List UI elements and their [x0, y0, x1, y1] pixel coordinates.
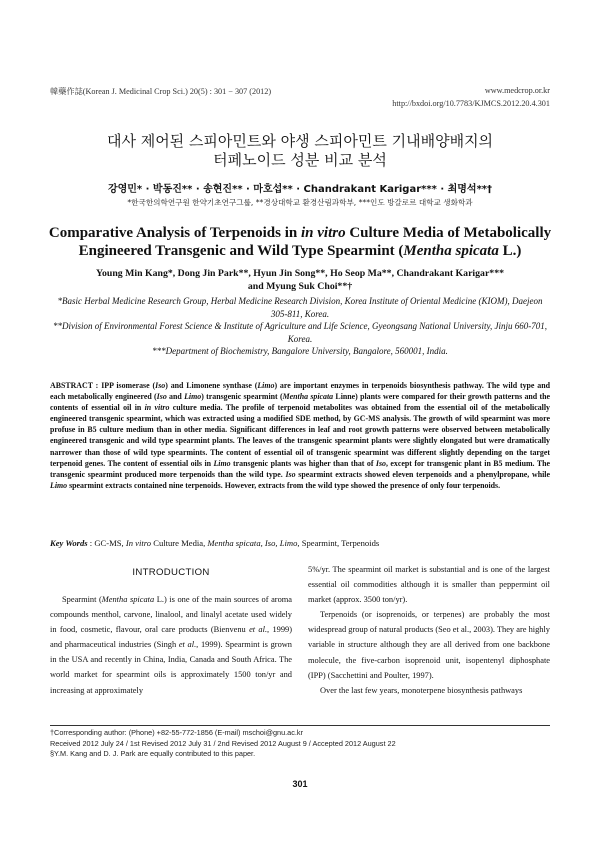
abstract-italic: Iso: [375, 458, 386, 468]
affiliation-2: **Division of Environmental Forest Science & Institute of Agriculture and Life Science, Gyeongsang National University, Jinju 660-701, Korea.: [52, 321, 547, 344]
title-italic: Mentha spicata: [403, 242, 499, 259]
right-column: [308, 562, 550, 698]
body-text: Spearmint (: [62, 595, 102, 604]
abstract-text: IPP isomerase (: [101, 381, 156, 390]
keywords-label: Key Words: [50, 538, 88, 548]
title-part: Culture Media of Metabolically: [345, 225, 552, 241]
body-text: L.) is one of the main sources of aroma compounds menthol, carvone, linalool, and linalyl acetate used widely in food, cosmetic, flavour, oral care products (Bienvenu: [50, 595, 292, 635]
abstract-text: transgenic plants was higher than that of: [230, 458, 376, 468]
korean-affiliation: *한국한의학연구원 한약기초연구그룹, **경상대학교 환경산림과학부, ***인도 방갈로르 대학교 생화학과: [127, 198, 473, 207]
body-italic: et al.: [249, 625, 268, 635]
title-italic: in vitro: [301, 225, 346, 241]
keywords-text: Culture Media,: [151, 538, 208, 548]
body-text: , 1999) and pharmaceutical industries (Singh: [50, 625, 293, 650]
abstract-italic: Mentha spicata: [282, 392, 334, 402]
paragraph: 5%/yr. The spearmint oil market is substantial and is one of the largest essential oil commodities although it is smaller than peppermint oil market (approx. 3500 ton/yr).: [308, 565, 550, 605]
affiliation-3: ***Department of Biochemistry, Bangalore University, Bangalore, 560001, India.: [152, 346, 448, 356]
abstract-text: and: [166, 392, 185, 402]
abstract-text: spearmint extracts contained nine terpenoids. However, extracts from the wild type showed the presence of only four terpenoids.: [67, 480, 501, 490]
keywords: [50, 538, 550, 548]
keywords-text: , Spearmint, Terpenoids: [297, 538, 380, 548]
body-italic: Mentha spicata: [101, 595, 155, 604]
abstract-italic: Limo: [213, 458, 231, 468]
title-part: L.): [498, 242, 522, 259]
abstract-label: ABSTRACT :: [50, 381, 102, 390]
footnote-equal-contribution: §Y.M. Kang and D. J. Park are equally contributed to this paper.: [50, 749, 256, 758]
doi-link[interactable]: http://bxdoi.org/10.7783/KJMCS.2012.20.4.301: [392, 99, 550, 108]
left-column: [50, 592, 292, 698]
abstract-italic: in vitro: [144, 403, 170, 413]
footnotes: [50, 728, 550, 760]
journal-citation: 韓藥作誌(Korean J. Medicinal Crop Sci.) 20(5) : 301 − 307 (2012): [50, 87, 272, 96]
journal-url[interactable]: www.medcrop.or.kr: [484, 86, 550, 95]
korean-title-line2: 터페노이드 성분 비교 분석: [213, 151, 387, 169]
abstract-text: , except for transgenic plant in B5 medium. The transgenic spearmint produced more terpenoids than the wild type.: [50, 458, 550, 479]
footnote-corresponding: †Corresponding author: (Phone) +82-55-772-1856 (E-mail) mschoi@gnu.ac.kr: [50, 728, 303, 737]
affiliation-1: *Basic Herbal Medicine Research Group, Herbal Medicine Research Division, Korea Institute of Oriental Medicine (KIOM), Daejeon 305-811, Korea.: [57, 296, 543, 319]
abstract-text: ) transgenic spearmint (: [201, 392, 283, 402]
abstract-italic: Limo: [257, 381, 275, 390]
page-number: 301: [292, 779, 308, 789]
authors-line1: Young Min Kang*, Dong Jin Park**, Hyun Jin Song**, Ho Seop Ma**, Chandrakant Karigar***: [95, 268, 504, 279]
abstract-text: spearmint extracts showed eleven terpenoids and a phenylpropane, while: [295, 469, 550, 479]
abstract-text: ) are important enzymes in terpenoids biosynthesis pathway. The wild type and each metabolically engineered (: [50, 381, 551, 402]
title-part: Engineered Transgenic and Wild Type Spearmint (: [78, 242, 404, 259]
abstract-italic: Limo: [50, 480, 68, 490]
title-part: Comparative Analysis of Terpenoids in: [48, 225, 301, 241]
keyword-italic: Mentha spicata, Iso, Limo: [207, 538, 298, 548]
keyword-italic: In vitro: [125, 538, 152, 548]
korean-authors: 강영민* · 박동진** · 송현진** · 마호섭** · Chandrakant Karigar*** · 최명석**†: [107, 184, 493, 195]
abstract: [50, 380, 550, 491]
english-title: [0, 225, 600, 260]
paragraph: Terpenoids (or isoprenoids, or terpenes) are probably the most widespread group of natural products (Seo et al., 2003). They are highly variable in structure although they are all derived from one backbone molecule, the five-carbon isoprenoid unit, isopentenyl diphosphate (IPP) (Sacchettini and Poulter, 1997).: [308, 610, 550, 680]
english-authors: [0, 267, 600, 293]
authors-line2: and Myung Suk Choi**†: [247, 281, 353, 292]
abstract-text: ) and Limonene synthase (: [165, 381, 258, 390]
abstract-italic: Iso: [156, 392, 167, 402]
paragraph: Over the last few years, monoterpene biosynthesis pathways: [320, 685, 523, 695]
keywords-text: : GC-MS,: [87, 538, 126, 548]
abstract-italic: Iso: [285, 469, 296, 479]
english-affiliations: [52, 295, 548, 358]
abstract-italic: Limo: [184, 392, 202, 402]
body-text: , 1999). Spearmint is grown in the USA and recently in China, India, Canada and South Africa. The world market for spearmint oils is approximately 1500 ton/yr and increasing at approximately: [50, 640, 292, 695]
section-title-introduction: INTRODUCTION: [132, 567, 210, 578]
korean-title-line1: 대사 제어된 스피아민트와 야생 스피아민트 기내배양배지의: [106, 132, 494, 150]
abstract-text: culture media. The profile of terpenoid metabolites was obtained from the essential oil of the metabolically engineered transgenic spearmint, which was extracted using a modified SDE method, by GC-MS analysis. The growth of wild spearmint was more profuse in B5 culture medium than in other media. Significant differences in leaf and root growth patterns were observed between metabolically engineered transgenic and wild type spearmint plants. The leaves of the transgenic spearmint plants were slightly elongated but were dramatically narrower than those of wild type spearmints. The content of essential oil of transgenic spearmint was different slightly depending on the target terpenoid genes. The content of essential oils in: [50, 403, 550, 468]
abstract-italic: Iso: [155, 381, 166, 390]
footnote-divider: [50, 725, 550, 726]
body-italic: et al.: [178, 640, 197, 650]
footnote-dates: Received 2012 July 24 / 1st Revised 2012 July 31 / 2nd Revised 2012 August 9 / Accepted 2012 August 22: [50, 738, 396, 748]
abstract-text: Linne) plants were compared for their growth patterns and the contents of essential oil in: [50, 392, 551, 413]
paragraph: [50, 592, 292, 698]
